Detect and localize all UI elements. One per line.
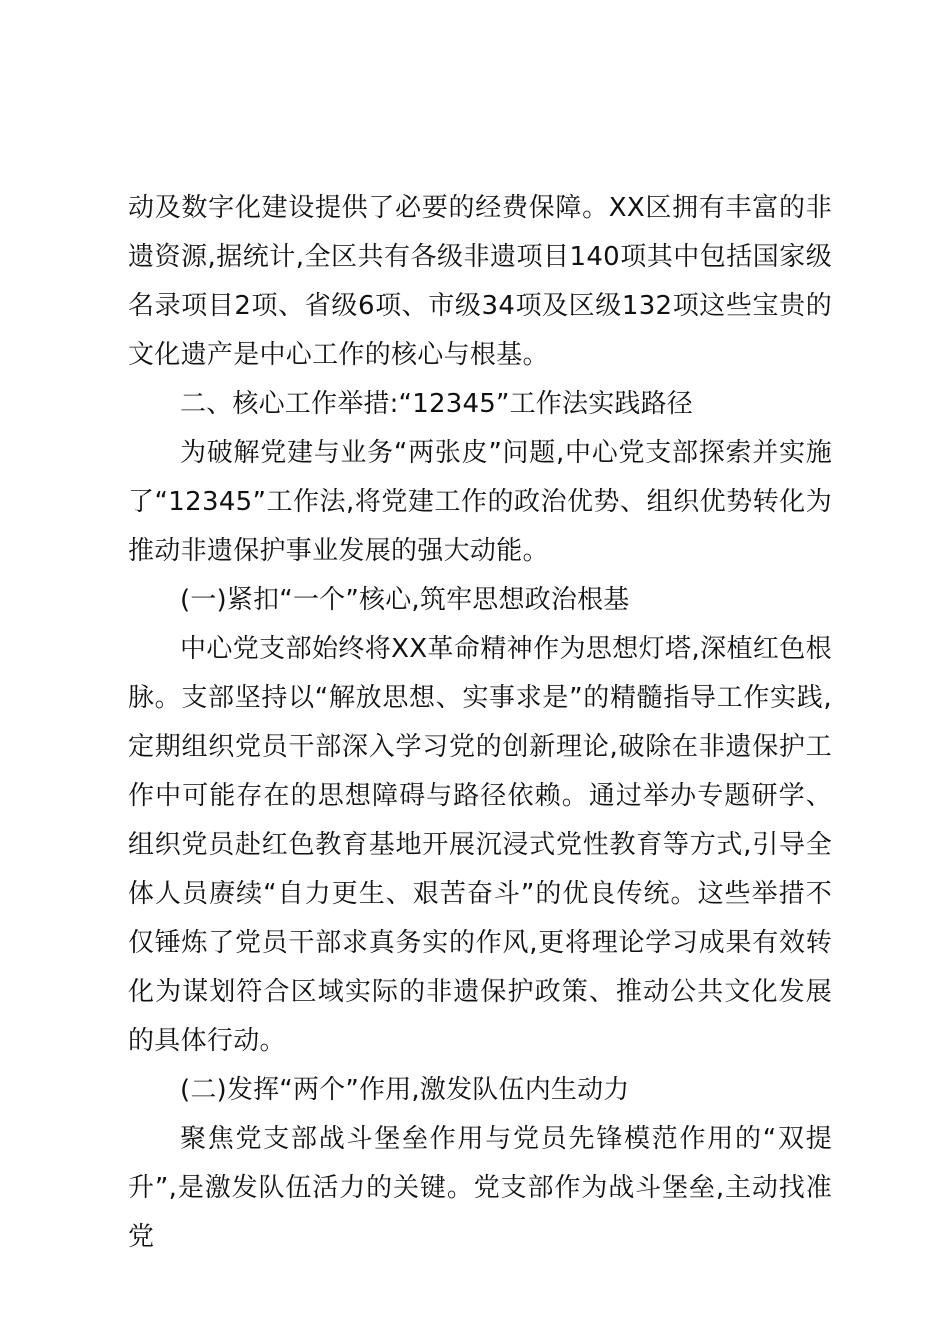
paragraph-12345-method-intro: 为破解党建与业务“两张皮”问题,中心党支部探索并实施了“12345”工作法,将党建工作的政治优势、组织优势转化为推动非遗保护事业发展的强大动能。	[128, 438, 832, 566]
subsection-heading-two-roles: (二)发挥“两个”作用,激发队伍内生动力	[180, 1075, 630, 1105]
section-heading-core-measures: 二、核心工作举措:“12345”工作法实践路径	[180, 389, 694, 419]
paragraph-ideological-foundation: 中心党支部始终将XX革命精神作为思想灯塔,深植红色根脉。支部坚持以“解放思想、实事求是”的精髓指导工作实践,定期组织党员干部深入学习党的创新理论,破除在非遗保护工作中可能存在的思想障碍与路径依赖。通过举办专题研学、组织党员赴红色教育基地开展沉浸式党性教育等方式,引导全体人员赓续“自力更生、艰苦奋斗”的优良传统。这些举措不仅锤炼了党员干部求真务实的作风,更将理论学习成果有效转化为谋划符合区域实际的非遗保护政策、推动公共文化发展的具体行动。	[128, 634, 832, 1056]
paragraph-funding-resources: 动及数字化建设提供了必要的经费保障。XX区拥有丰富的非遗资源,据统计,全区共有各级非遗项目140项其中包括国家级名录项目2项、省级6项、市级34项及区级132项这些宝贵的文化遗产是中心工作的核心与根基。	[128, 193, 832, 370]
document-page	[128, 184, 832, 1262]
subsection-heading-one-core: (一)紧扣“一个”核心,筑牢思想政治根基	[180, 585, 630, 615]
paragraph-team-vitality: 聚焦党支部战斗堡垒作用与党员先锋模范作用的“双提升”,是激发队伍活力的关键。党支部作为战斗堡垒,主动找准党	[128, 1124, 832, 1252]
